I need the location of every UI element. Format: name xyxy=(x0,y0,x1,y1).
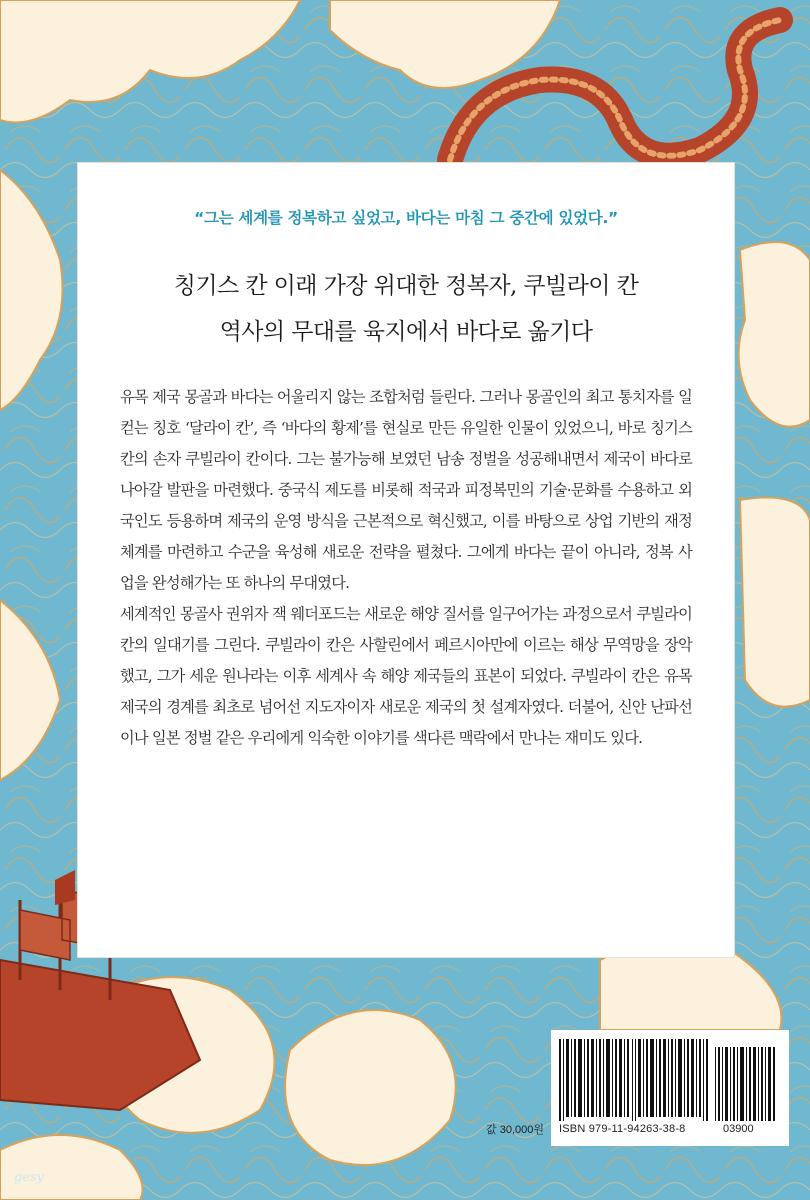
isbn-barcode xyxy=(559,1039,709,1121)
publisher-logo: gesy xyxy=(14,1170,45,1185)
pull-quote: “그는 세계를 정복하고 싶었고, 바다는 마침 그 중간에 있었다.” xyxy=(194,209,618,227)
isbn-number: ISBN 979-11-94263-38-8 xyxy=(559,1123,686,1135)
description-body xyxy=(120,382,692,754)
headline-line-2: 역사의 무대를 육지에서 바다로 옮기다 xyxy=(219,319,593,345)
text-panel xyxy=(78,163,734,957)
headline-line-1: 칭기스 칸 이래 가장 위대한 정복자, 쿠빌라이 칸 xyxy=(173,273,639,299)
isbn-addon-code: 03900 xyxy=(723,1123,754,1135)
paragraph-2: 세계적인 몽골사 권위자 잭 웨더포드는 새로운 해양 질서를 일구어가는 과정으로서 쿠빌라이 칸의 일대기를 그린다. 쿠빌라이 칸은 사할린에서 페르시아만에 이르는 해상 무역망을 장악했고, 그가 세운 원나라는 이후 세계사 속 해양 제국들의 표본이 되었다. 쿠빌라이 칸은 유목 제국의 경계를 최초로 넘어선 지도자이자 새로운 제국의 첫 설계자였다. 더불어, 신안 난파선이나 일본 정벌 같은 우리에게 익숙한 이야기를 색다른 맥락에서 만나는 재미도 있다. xyxy=(120,605,692,747)
barcode-area xyxy=(551,1030,789,1146)
price-label: 값 30,000원 xyxy=(486,1124,544,1136)
paragraph-1: 유목 제국 몽골과 바다는 어울리지 않는 조합처럼 들린다. 그러나 몽골인의 최고 통치자를 일컫는 칭호 ‘달라이 칸’, 즉 ‘바다의 황제’를 현실로 만든 유일한 인물이 있었으니, 바로 칭기스 칸의 손자 쿠빌라이 칸이다. 그는 불가능해 보였던 남송 정벌을 성공해내면서 제국이 바다로 나아갈 발판을 마련했다. 중국식 제도를 비롯해 적국과 피정복민의 기술·문화를 수용하고 외국인도 등용하며 제국의 운영 방식을 근본적으로 혁신했고, 이를 바탕으로 상업 기반의 재정 체계를 마련하고 수군을 육성해 새로운 전략을 펼쳤다. 그에게 바다는 끝이 아니라, 정복 사업을 완성해가는 또 하나의 무대였다. xyxy=(120,388,692,592)
addon-barcode xyxy=(715,1039,777,1121)
